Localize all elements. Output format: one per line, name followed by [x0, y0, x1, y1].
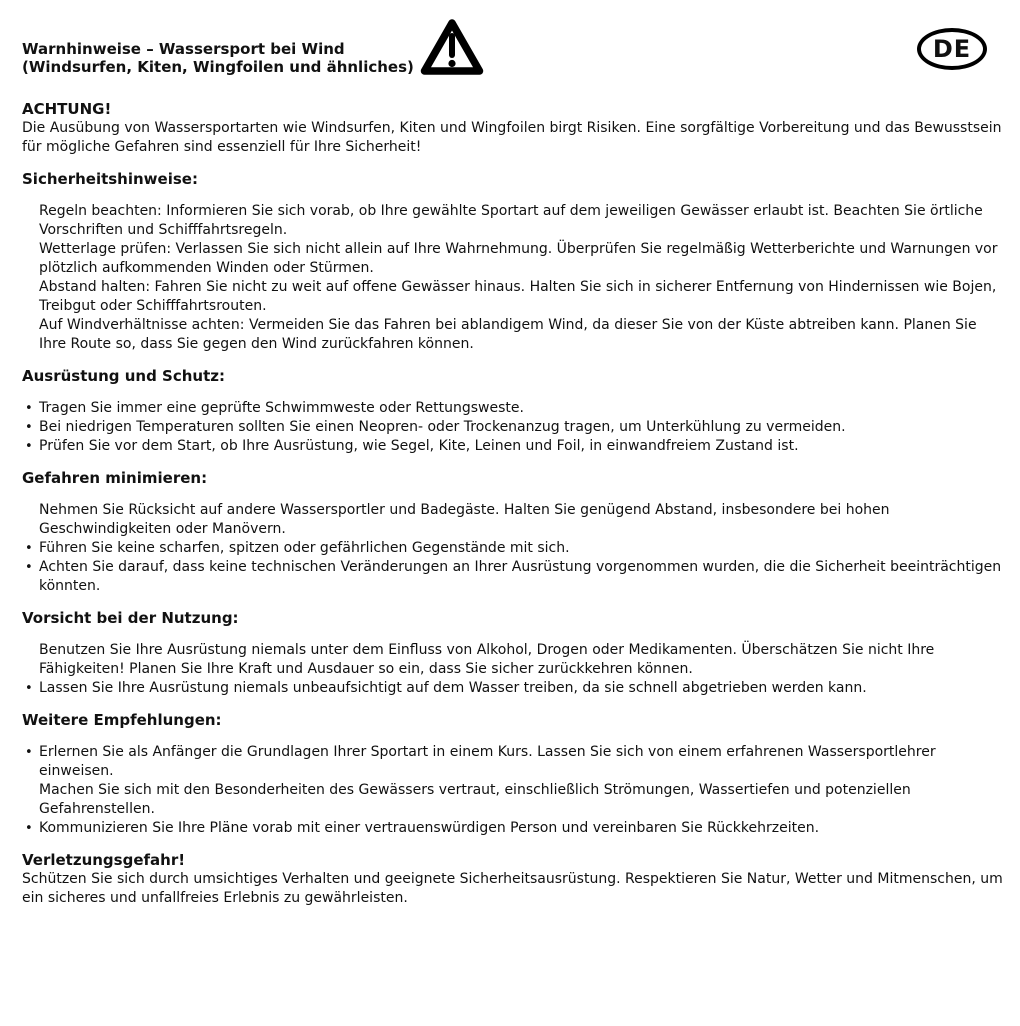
- indent-spacer: [22, 781, 39, 819]
- bullet-icon: •: [25, 401, 33, 416]
- section-ausruestung-und-schutz: [22, 367, 1005, 456]
- section-heading: Ausrüstung und Schutz:: [22, 367, 225, 385]
- bullet-icon: •: [25, 439, 33, 454]
- indent-spacer: [22, 240, 39, 278]
- indent-spacer: [22, 202, 39, 240]
- bullet-icon: •: [25, 541, 33, 556]
- indent-spacer: [22, 641, 39, 679]
- section-heading: Gefahren minimieren:: [22, 469, 208, 487]
- list-item-text: Erlernen Sie als Anfänger die Grundlagen Ihrer Sportart in einem Kurs. Lassen Sie sich von einem erfahrenen Wassersportlehrer einweisen.: [39, 744, 936, 779]
- item-list: [22, 399, 1005, 456]
- bullet-icon: •: [25, 420, 33, 435]
- indent-spacer: [22, 316, 39, 354]
- list-item: [22, 418, 1005, 437]
- bullet-icon: •: [25, 560, 33, 575]
- list-item-text: Prüfen Sie vor dem Start, ob Ihre Ausrüstung, wie Segel, Kite, Leinen und Foil, in einwandfreiem Zustand ist.: [39, 438, 799, 454]
- bullet-icon: •: [25, 745, 33, 760]
- item-list: [22, 202, 1005, 354]
- list-item: [22, 558, 1005, 596]
- list-item-text: Kommunizieren Sie Ihre Pläne vorab mit einer vertrauenswürdigen Person und vereinbaren Sie Rückkehrzeiten.: [39, 820, 820, 836]
- list-item: [22, 240, 1005, 278]
- list-item-text: Führen Sie keine scharfen, spitzen oder gefährlichen Gegenstände mit sich.: [39, 540, 570, 556]
- item-list: [22, 743, 1005, 838]
- list-item: [22, 819, 1005, 838]
- list-item-text: Regeln beachten: Informieren Sie sich vorab, ob Ihre gewählte Sportart auf dem jeweiligen Gewässer erlaubt ist. Beachten Sie örtliche Vorschriften und Schifffahrtsregeln.: [39, 203, 983, 238]
- list-item: [22, 316, 1005, 354]
- section-gefahren-minimieren: [22, 469, 1005, 596]
- item-list: [22, 501, 1005, 596]
- page-title-line1: Warnhinweise – Wassersport bei Wind: [22, 40, 345, 58]
- indent-spacer: [22, 501, 39, 539]
- list-item-text: Abstand halten: Fahren Sie nicht zu weit auf offene Gewässer hinaus. Halten Sie sich in sicherer Entfernung von Hindernissen wie Bojen, Treibgut oder Schifffahrtsrouten.: [39, 279, 997, 314]
- bullet-icon: •: [25, 821, 33, 836]
- list-item-text: Machen Sie sich mit den Besonderheiten des Gewässers vertraut, einschließlich Strömungen, Wassertiefen und potenziellen Gefahrenstellen.: [39, 782, 911, 817]
- list-item: [22, 278, 1005, 316]
- section-sicherheitshinweise: [22, 170, 1005, 354]
- item-list: [22, 641, 1005, 698]
- attention-heading: ACHTUNG!: [22, 100, 112, 118]
- injury-body: Schützen Sie sich durch umsichtiges Verhalten und geeignete Sicherheitsausrüstung. Respektieren Sie Natur, Wetter und Mitmenschen, um ein sicheres und unfallfreies Erlebnis zu gewährleisten.: [22, 871, 1003, 906]
- attention-body: Die Ausübung von Wassersportarten wie Windsurfen, Kiten und Wingfoilen birgt Risiken. Eine sorgfältige Vorbereitung und das Bewusstsein für mögliche Gefahren sind essenziell für Ihre Sicherheit!: [22, 120, 1002, 155]
- list-item: [22, 743, 1005, 781]
- warning-triangle-icon: [419, 17, 485, 85]
- list-item: [22, 437, 1005, 456]
- list-item: [22, 679, 1005, 698]
- section-vorsicht-bei-der-nutzung: [22, 609, 1005, 698]
- language-badge: DE: [917, 28, 987, 70]
- list-item: [22, 539, 1005, 558]
- list-item: [22, 501, 1005, 539]
- indent-spacer: [22, 278, 39, 316]
- list-item: [22, 399, 1005, 418]
- list-item: [22, 781, 1005, 819]
- list-item-text: Wetterlage prüfen: Verlassen Sie sich nicht allein auf Ihre Wahrnehmung. Überprüfen Sie regelmäßig Wetterberichte und Warnungen vor plötzlich aufkommenden Winden oder Stürmen.: [39, 241, 998, 276]
- list-item: [22, 641, 1005, 679]
- injury-section: [22, 851, 1005, 908]
- section-weitere-empfehlungen: [22, 711, 1005, 838]
- header: [22, 16, 1005, 85]
- list-item-text: Auf Windverhältnisse achten: Vermeiden Sie das Fahren bei ablandigem Wind, da dieser Sie von der Küste abtreiben kann. Planen Sie Ihre Route so, dass Sie gegen den Wind zurückfahren können.: [39, 317, 977, 352]
- list-item-text: Bei niedrigen Temperaturen sollten Sie einen Neopren- oder Trockenanzug tragen, um Unterkühlung zu vermeiden.: [39, 419, 846, 435]
- list-item-text: Benutzen Sie Ihre Ausrüstung niemals unter dem Einfluss von Alkohol, Drogen oder Medikamenten. Überschätzen Sie nicht Ihre Fähigkeiten! Planen Sie Ihre Kraft und Ausdauer so ein, dass Sie sicher zurückkehren können.: [39, 642, 935, 677]
- list-item-text: Achten Sie darauf, dass keine technischen Veränderungen an Ihrer Ausrüstung vorgenommen wurden, die die Sicherheit beeinträchtigen könnten.: [39, 559, 1002, 594]
- bullet-icon: •: [25, 681, 33, 696]
- section-heading: Vorsicht bei der Nutzung:: [22, 609, 239, 627]
- page-title-line2: (Windsurfen, Kiten, Wingfoilen und ähnliches): [22, 58, 414, 76]
- list-item-text: Nehmen Sie Rücksicht auf andere Wassersportler und Badegäste. Halten Sie genügend Abstand, insbesondere bei hohen Geschwindigkeiten oder Manövern.: [39, 502, 890, 537]
- injury-heading: Verletzungsgefahr!: [22, 851, 186, 869]
- list-item: [22, 202, 1005, 240]
- list-item-text: Lassen Sie Ihre Ausrüstung niemals unbeaufsichtigt auf dem Wasser treiben, da sie schnell abgetrieben werden kann.: [39, 680, 867, 696]
- page-title: [22, 40, 414, 76]
- attention-section: [22, 100, 1005, 157]
- list-item-text: Tragen Sie immer eine geprüfte Schwimmweste oder Rettungsweste.: [39, 400, 524, 416]
- section-heading: Weitere Empfehlungen:: [22, 711, 222, 729]
- section-heading: Sicherheitshinweise:: [22, 170, 198, 188]
